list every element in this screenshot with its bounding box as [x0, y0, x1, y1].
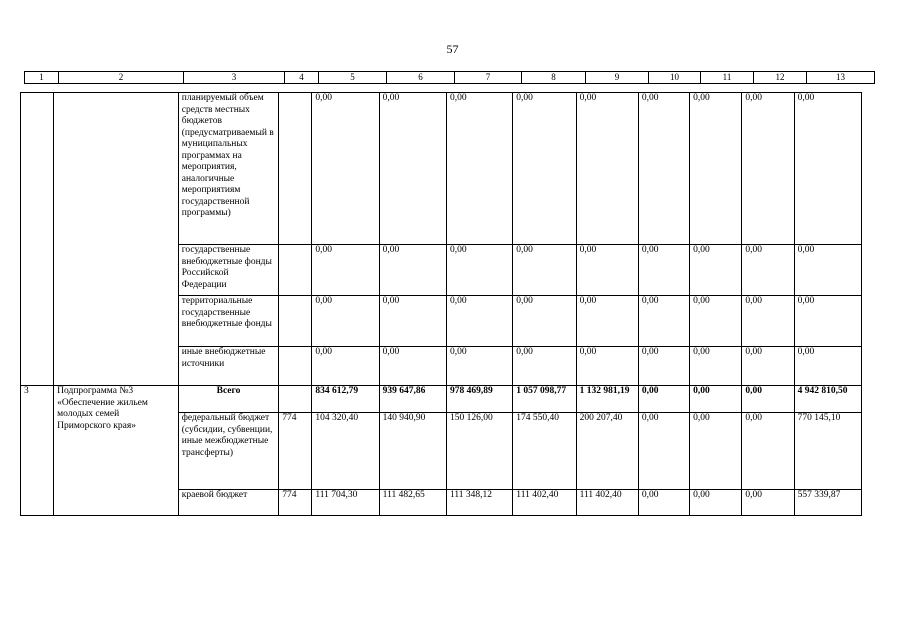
value-cell: 0,00 [379, 347, 446, 386]
value-cell: 0,00 [638, 296, 689, 347]
value-cell: 0,00 [638, 386, 689, 413]
code-cell [279, 386, 312, 413]
value-cell: 0,00 [446, 93, 512, 245]
value-cell: 834 612,79 [312, 386, 379, 413]
value-cell: 0,00 [576, 296, 638, 347]
value-cell: 0,00 [379, 296, 446, 347]
value-cell: 0,00 [690, 386, 742, 413]
value-cell: 0,00 [312, 245, 379, 296]
value-cell: 0,00 [576, 347, 638, 386]
value-cell: 111 402,40 [513, 490, 576, 516]
code-cell: 774 [279, 490, 312, 516]
col-number-12: 12 [754, 72, 807, 84]
value-cell: 0,00 [379, 245, 446, 296]
code-cell [279, 347, 312, 386]
funding-source-cell: планируемый объем средств местных бюджетов (предусматриваемый в муниципальных программах на мероприятия, аналогичные мероприятиям государственной программы) [178, 93, 278, 245]
value-cell: 0,00 [638, 490, 689, 516]
page-number: 57 [446, 42, 459, 56]
col-number-5: 5 [319, 72, 387, 84]
value-cell: 0,00 [742, 413, 794, 490]
code-cell: 774 [279, 413, 312, 490]
funding-source-cell: иные внебюджетные источники [178, 347, 278, 386]
row-number-cell [21, 93, 54, 386]
value-cell: 0,00 [513, 296, 576, 347]
col-number-3: 3 [184, 72, 285, 84]
col-number-8: 8 [522, 72, 586, 84]
code-cell [279, 296, 312, 347]
value-cell: 0,00 [446, 245, 512, 296]
code-cell [279, 245, 312, 296]
funding-source-cell: Всего [178, 386, 278, 413]
value-cell: 0,00 [794, 347, 861, 386]
value-cell: 0,00 [690, 245, 742, 296]
value-cell: 0,00 [690, 93, 742, 245]
col-number-2: 2 [59, 72, 184, 84]
value-cell: 0,00 [690, 413, 742, 490]
table-row [21, 93, 862, 245]
value-cell: 0,00 [638, 245, 689, 296]
funding-source-cell: территориальные государственные внебюджетные фонды [178, 296, 278, 347]
value-cell: 111 704,30 [312, 490, 379, 516]
value-cell: 0,00 [690, 296, 742, 347]
col-number-13: 13 [807, 72, 875, 84]
row-number-cell: 3 [21, 386, 54, 516]
value-cell: 150 126,00 [446, 413, 512, 490]
table-row-total [21, 386, 862, 413]
value-cell: 0,00 [576, 245, 638, 296]
value-cell: 111 348,12 [446, 490, 512, 516]
value-cell: 0,00 [379, 93, 446, 245]
column-number-header [24, 71, 875, 84]
value-cell: 0,00 [690, 347, 742, 386]
value-cell: 4 942 810,50 [794, 386, 861, 413]
funding-source-cell: федеральный бюджет (субсидии, субвенции, иные межбюджетные трансферты) [178, 413, 278, 490]
value-cell: 0,00 [312, 93, 379, 245]
value-cell: 0,00 [742, 386, 794, 413]
value-cell: 0,00 [312, 347, 379, 386]
value-cell: 0,00 [742, 490, 794, 516]
budget-table [20, 92, 862, 516]
value-cell: 140 940,90 [379, 413, 446, 490]
value-cell: 0,00 [638, 413, 689, 490]
value-cell: 0,00 [690, 490, 742, 516]
value-cell: 0,00 [638, 347, 689, 386]
value-cell: 939 647,86 [379, 386, 446, 413]
value-cell: 174 550,40 [513, 413, 576, 490]
header-row [25, 72, 875, 84]
value-cell: 0,00 [513, 347, 576, 386]
value-cell: 0,00 [794, 245, 861, 296]
value-cell: 557 339,87 [794, 490, 861, 516]
value-cell: 1 132 981,19 [576, 386, 638, 413]
value-cell: 0,00 [446, 296, 512, 347]
funding-source-cell: краевой бюджет [178, 490, 278, 516]
code-cell [279, 93, 312, 245]
value-cell: 0,00 [446, 347, 512, 386]
value-cell: 104 320,40 [312, 413, 379, 490]
value-cell: 0,00 [312, 296, 379, 347]
value-cell: 770 145,10 [794, 413, 861, 490]
value-cell: 0,00 [742, 296, 794, 347]
col-number-7: 7 [455, 72, 522, 84]
value-cell: 978 469,89 [446, 386, 512, 413]
program-name-cell [54, 93, 179, 386]
value-cell: 0,00 [513, 245, 576, 296]
value-cell: 200 207,40 [576, 413, 638, 490]
value-cell: 0,00 [742, 93, 794, 245]
value-cell: 0,00 [794, 296, 861, 347]
subprogram-name-cell: Подпрограмма №3 «Обеспечение жильем молодых семей Приморского края» [54, 386, 179, 516]
col-number-1: 1 [25, 72, 59, 84]
col-number-6: 6 [387, 72, 455, 84]
funding-source-cell: государственные внебюджетные фонды Российской Федерации [178, 245, 278, 296]
col-number-4: 4 [285, 72, 319, 84]
value-cell: 111 482,65 [379, 490, 446, 516]
value-cell: 0,00 [742, 245, 794, 296]
value-cell: 0,00 [638, 93, 689, 245]
value-cell: 0,00 [513, 93, 576, 245]
value-cell: 1 057 098,77 [513, 386, 576, 413]
col-number-11: 11 [701, 72, 754, 84]
value-cell: 0,00 [742, 347, 794, 386]
value-cell: 0,00 [576, 93, 638, 245]
value-cell: 0,00 [794, 93, 861, 245]
value-cell: 111 402,40 [576, 490, 638, 516]
col-number-9: 9 [586, 72, 649, 84]
col-number-10: 10 [649, 72, 701, 84]
